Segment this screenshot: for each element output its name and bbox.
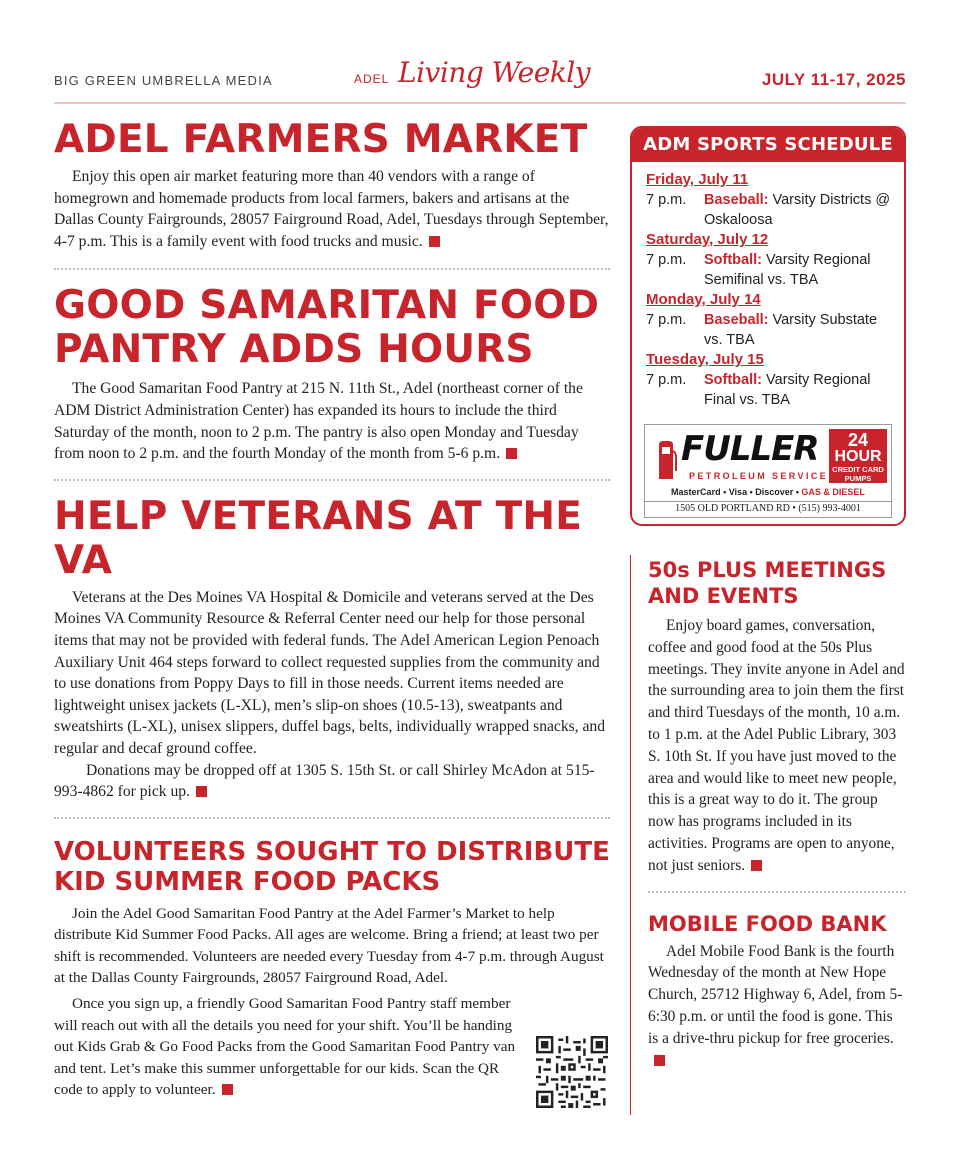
schedule-event xyxy=(646,250,904,290)
article-title-farmers-market: ADEL FARMERS MARKET xyxy=(54,117,588,162)
schedule-day: Monday, July 14 xyxy=(646,291,761,308)
issue-date: JULY 11-17, 2025 xyxy=(761,70,906,89)
schedule-sport: Softball: xyxy=(704,252,762,268)
schedule-sport: Baseball: xyxy=(704,192,769,208)
schedule-desc xyxy=(704,370,894,410)
sports-schedule-list xyxy=(632,162,904,410)
schedule-event xyxy=(646,370,904,410)
end-mark xyxy=(506,448,517,459)
end-mark xyxy=(196,786,207,797)
ad-pumps: CREDIT CARD PUMPS xyxy=(832,465,884,483)
end-mark xyxy=(222,1084,233,1095)
end-mark xyxy=(654,1055,665,1066)
schedule-entry xyxy=(646,230,904,290)
article-body-food-bank: Adel Mobile Food Bank is the fourth Wednesday of the month at New Hope Church, 25712 Highway 6, Adel, from 5-6:30 p.m. or until the food is gone. This is a drive-thru pickup for free groceries. xyxy=(648,941,906,1072)
left-column xyxy=(54,118,610,1101)
schedule-event xyxy=(646,310,904,350)
masthead-rule xyxy=(54,102,906,104)
schedule-event xyxy=(646,190,904,230)
ad-brand: FULLER xyxy=(681,429,819,469)
schedule-detail: Varsity Regional Final vs. TBA xyxy=(704,372,871,408)
publication-logo xyxy=(354,58,614,102)
publisher-name: BIG GREEN UMBRELLA MEDIA xyxy=(54,73,273,88)
schedule-detail: Varsity Districts @ Oskaloosa xyxy=(704,192,891,228)
schedule-time: 7 p.m. xyxy=(646,192,687,208)
divider xyxy=(54,817,610,819)
schedule-detail: Varsity Regional Semifinal vs. TBA xyxy=(704,252,871,288)
right-column xyxy=(648,557,906,1071)
sports-schedule-box xyxy=(630,126,906,526)
article-body-veterans-2: Donations may be dropped off at 1305 S. 15th St. or call Shirley McAdon at 515-993-4862 for pick up. xyxy=(54,761,595,801)
schedule-desc xyxy=(704,310,894,350)
schedule-day: Friday, July 11 xyxy=(646,171,749,188)
divider xyxy=(54,268,610,270)
logo-adel: ADEL xyxy=(354,72,390,86)
divider xyxy=(648,891,906,893)
schedule-time: 7 p.m. xyxy=(646,252,687,268)
article-body-volunteers-2: Once you sign up, a friendly Good Samaritan Food Pantry staff member will reach out with all the details you need for your shift. You’ll be handing out Kids Grab & Go Food Packs from the Good Samaritan Food Pantry van and tent. Let’s make this summer unforgettable for our kids. Scan the QR code to apply to volunteer. xyxy=(54,995,516,1099)
article-title-veterans: HELP VETERANS AT THE VA xyxy=(54,493,583,583)
schedule-sport: Baseball: xyxy=(704,312,769,328)
article-body-volunteers: Join the Adel Good Samaritan Food Pantry at the Adel Farmer’s Market to help distribute Kid Summer Food Packs. All ages are welcome. Bring a friend; at least two per shift is recommended. Volunteers are needed every Tuesday from 4-7 p.m. through August at the Dallas County Fairgrounds, 28057 Fairground Road, Adel. xyxy=(54,904,604,987)
schedule-time: 7 p.m. xyxy=(646,372,687,388)
ad-hours-word: HOUR xyxy=(834,448,882,465)
article-body-veterans: Veterans at the Des Moines VA Hospital & Domicile and veterans served at the Des Moines VA Community Resource & Referral Center need our help for those personal items that may not be provided with federal funds. The Adel American Legion Penoach Auxiliary Unit 464 steps forward to collect requested supplies from the community and to use donations from Poppy Days to fill in those needs. Current items needed are lightweight unisex jackets (L-XL), men’s slip-on shoes (10.5-13), sweatpants and sweatshirts (L-XL), unisex slippers, duffel bags, belts, individually wrapped snacks, and regular and decaf ground coffee. xyxy=(54,588,606,757)
schedule-desc xyxy=(704,190,894,230)
ad-subtitle: PETROLEUM SERVICE xyxy=(689,471,829,481)
ad-fuels: GAS & DIESEL xyxy=(801,487,865,497)
schedule-entry xyxy=(646,350,904,410)
schedule-entry xyxy=(646,290,904,350)
ad-address: 1505 OLD PORTLAND RD • (515) 993-4001 xyxy=(645,501,891,514)
masthead xyxy=(54,58,906,102)
end-mark xyxy=(429,236,440,247)
end-mark xyxy=(751,860,762,871)
divider xyxy=(54,479,610,481)
ad-hours-number: 24 xyxy=(847,430,869,450)
article-title-volunteers: VOLUNTEERS SOUGHT TO DISTRIBUTE KID SUMMER FOOD PACKS xyxy=(54,836,610,897)
article-title-fifties: 50s PLUS MEETINGS AND EVENTS xyxy=(648,558,887,608)
fuller-petroleum-ad xyxy=(644,424,892,518)
ad-payment-line xyxy=(645,487,891,497)
article-title-food-bank: MOBILE FOOD BANK xyxy=(648,911,887,936)
qr-code[interactable] xyxy=(536,1036,608,1108)
column-rule xyxy=(630,555,631,1115)
schedule-entry xyxy=(646,170,904,230)
article-title-food-pantry: GOOD SAMARITAN FOOD PANTRY ADDS HOURS xyxy=(54,283,600,373)
article-body-farmers-market: Enjoy this open air market featuring more than 40 vendors with a range of homegrown and homemade products from local farmers, bakers and artisans at the Dallas County Fairgrounds, 28057 Fairground Road, Adel, Tuesdays through September, 4-7 p.m. This is a family event with food trucks and music. xyxy=(54,168,609,250)
schedule-sport: Softball: xyxy=(704,372,762,388)
schedule-day: Tuesday, July 15 xyxy=(646,351,764,368)
gas-pump-icon xyxy=(655,439,677,481)
article-body-food-pantry: The Good Samaritan Food Pantry at 215 N. 11th St., Adel (northeast corner of the ADM District Administration Center) has expanded its hours to include the third Saturday of the month, noon to 2 p.m. The pantry is also open Monday and Tuesday from noon to 2 p.m. and the fourth Monday of the month from 5-6 p.m. xyxy=(54,380,583,463)
ad-cards: MasterCard • Visa • Discover • xyxy=(671,487,799,497)
article-body-fifties: Enjoy board games, conversation, coffee and good food at the 50s Plus meetings. They invite anyone in Adel and the surrounding area to join them the first and third Tuesdays of the month, 10 a.m. to 1 p.m. at the Adel Public Library, 303 S. 10th St. If you have just moved to the area and would like to meet new people, this is a great way to do it. The group now has programs included in its activities. Programs are open to anyone, not just seniors. xyxy=(648,617,905,874)
sports-schedule-title: ADM SPORTS SCHEDULE xyxy=(632,128,904,162)
logo-script-title: Living Weekly xyxy=(398,56,591,89)
schedule-detail: Varsity Substate vs. TBA xyxy=(704,312,878,348)
schedule-desc xyxy=(704,250,894,290)
schedule-time: 7 p.m. xyxy=(646,312,687,328)
schedule-day: Saturday, July 12 xyxy=(646,231,769,248)
ad-24-hour-badge xyxy=(829,429,887,483)
